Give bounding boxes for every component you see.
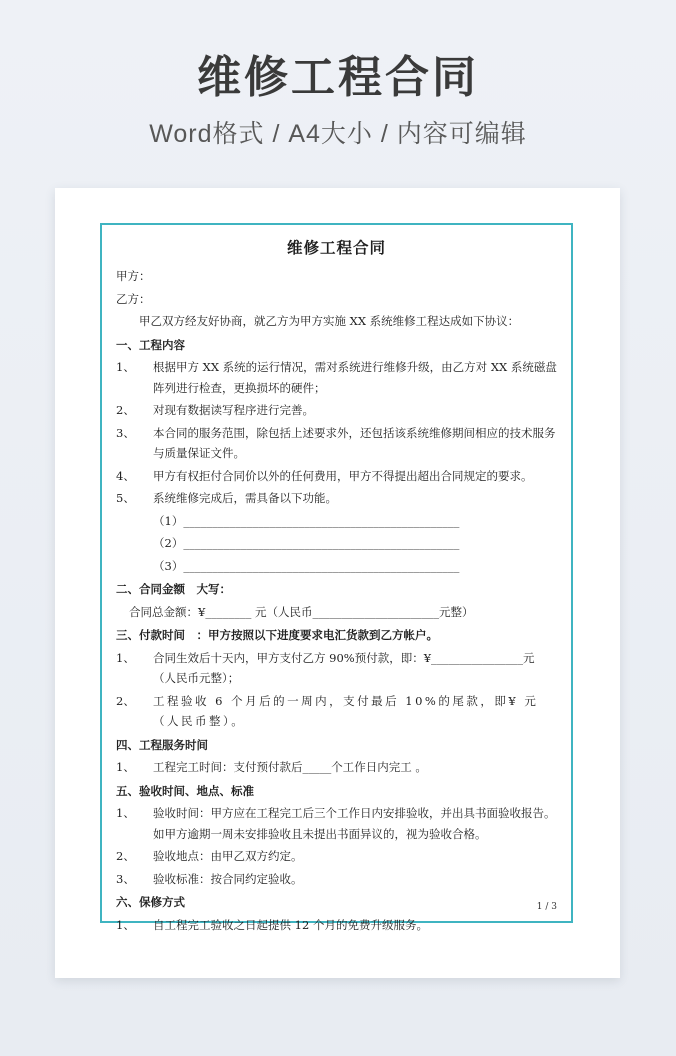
contract-item bbox=[116, 691, 557, 732]
item-text: 工程验收 6 个月后的一周内，支付最后 10%的尾款，即¥ 元（人民币整）。 bbox=[153, 693, 539, 728]
item-text: 系统维修完成后，需具备以下功能。 bbox=[153, 491, 337, 505]
item-number: 1、 bbox=[116, 917, 135, 932]
contract-item bbox=[116, 869, 557, 890]
item-number: 1、 bbox=[116, 806, 135, 820]
contract-item bbox=[116, 648, 557, 689]
contract-section-heading: 四、工程服务时间 bbox=[116, 737, 208, 752]
fill-in-blank-line: （3）________________________________________________ bbox=[153, 558, 460, 573]
item-number: 1、 bbox=[116, 650, 135, 665]
contract-item bbox=[116, 423, 557, 464]
contract-section-heading: 五、验收时间、地点、标准 bbox=[116, 783, 254, 798]
item-text: 对现有数据读写程序进行完善。 bbox=[153, 403, 314, 417]
contract-section-heading: 一、工程内容 bbox=[116, 337, 185, 352]
fill-in-blank-line: （1）________________________________________________ bbox=[153, 513, 460, 528]
contract-item bbox=[116, 803, 557, 844]
contract-item bbox=[116, 846, 557, 867]
contract-section-heading: 三、付款时间 ：甲方按照以下进度要求电汇货款到乙方帐户。 bbox=[116, 628, 438, 642]
item-number: 2、 bbox=[116, 693, 135, 708]
fill-in-blank-line: （2）________________________________________________ bbox=[153, 536, 460, 550]
template-header bbox=[0, 0, 676, 150]
contract-section-heading: 六、保修方式 bbox=[116, 895, 185, 909]
item-text: 本合同的服务范围，除包括上述要求外，还包括该系统维修期间相应的技术服务与质量保证文件。 bbox=[153, 425, 556, 460]
item-number: 1、 bbox=[116, 760, 135, 774]
item-text: 根据甲方 XX 系统的运行情况，需对系统进行维修升级，由乙方对 XX 系统磁盘阵列进行检查，更换损坏的硬件； bbox=[153, 360, 557, 395]
contract-title: 维修工程合同 bbox=[286, 238, 386, 257]
item-number: 3、 bbox=[116, 871, 135, 886]
item-text: 验收标准：按合同约定验收。 bbox=[153, 871, 303, 886]
item-number: 2、 bbox=[116, 849, 135, 863]
item-text: 验收时间：甲方应在工程完工后三个工作日内安排验收，并出具书面验收报告。如甲方逾期一周未安排验收且未提出书面异议的，视为验收合格。 bbox=[153, 806, 556, 841]
party-field: 乙方： bbox=[116, 291, 151, 306]
item-number: 2、 bbox=[116, 403, 135, 417]
contract-paragraph: 甲乙双方经友好协商，就乙方为甲方实施 XX 系统维修工程达成如下协议： bbox=[139, 314, 520, 328]
item-text: 甲方有权拒付合同价以外的任何费用，甲方不得提出超出合同规定的要求。 bbox=[153, 468, 533, 483]
item-text: 工程完工时间：支付预付款后_____个工作日内完工 。 bbox=[153, 760, 427, 774]
contract-item bbox=[116, 915, 557, 936]
item-text: 合同生效后十天内，甲方支付乙方 90%预付款，即：¥________________元（人民币元整）； bbox=[153, 650, 535, 685]
contract-item bbox=[116, 400, 557, 421]
document-page bbox=[55, 188, 620, 978]
party-field: 甲方： bbox=[116, 269, 151, 283]
item-text: 验收地点：由甲乙双方约定。 bbox=[153, 849, 303, 863]
template-title: 维修工程合同 bbox=[197, 53, 479, 102]
item-number: 5、 bbox=[116, 491, 135, 505]
item-number: 3、 bbox=[116, 425, 135, 440]
contract-item bbox=[116, 357, 557, 398]
item-number: 4、 bbox=[116, 468, 135, 483]
contract-section-heading: 二、合同金额 大写： bbox=[116, 582, 231, 596]
page-number: 1 / 3 bbox=[536, 901, 557, 912]
contract-item bbox=[116, 757, 557, 778]
contract-paragraph: 合同总金额：¥________ 元（人民币______________________元整） bbox=[129, 604, 474, 619]
contract-body bbox=[116, 266, 557, 935]
template-subtitle: Word格式 / A4大小 / 内容可编辑 bbox=[149, 120, 527, 149]
contract-item bbox=[116, 488, 557, 509]
item-text: 自工程完工验收之日起提供 12 个月的免费升级服务。 bbox=[153, 917, 428, 932]
item-number: 1、 bbox=[116, 360, 135, 374]
contract-frame bbox=[100, 223, 573, 932]
contract-item bbox=[116, 466, 557, 487]
